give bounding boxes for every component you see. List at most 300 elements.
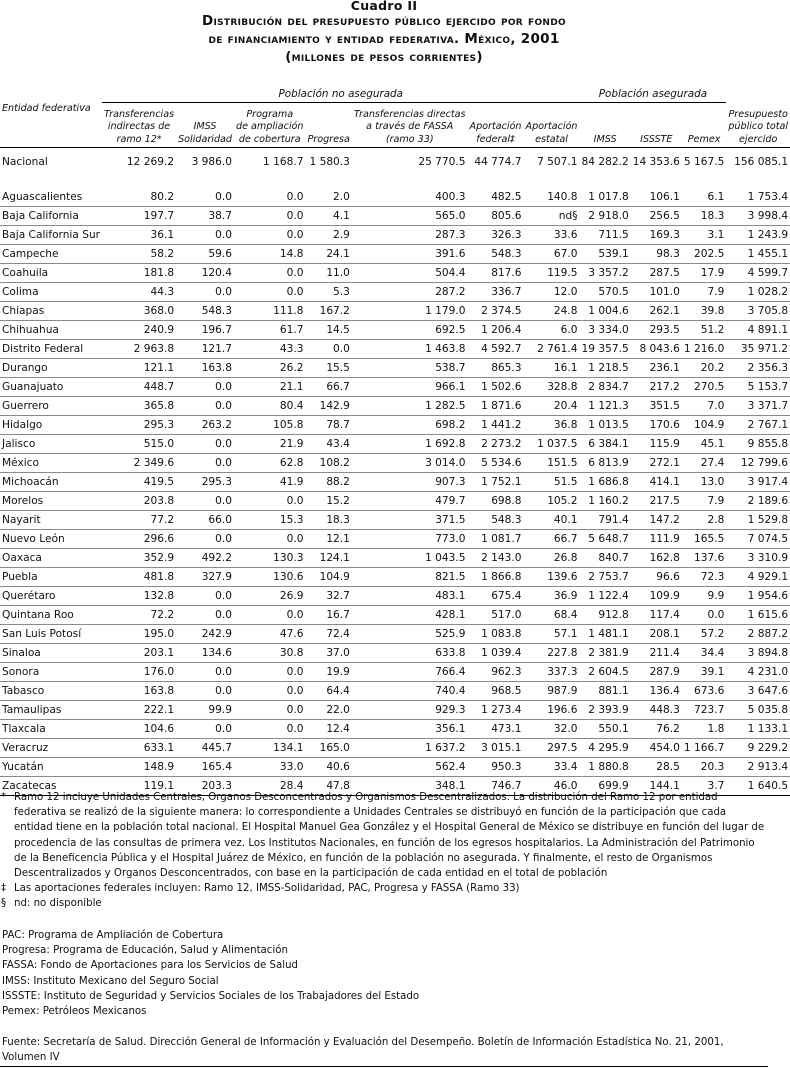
state-name-cell: Morelos bbox=[0, 492, 102, 511]
value-cell: 139.6 bbox=[524, 568, 580, 587]
value-cell: 21.9 bbox=[234, 435, 305, 454]
value-cell: 1 692.8 bbox=[352, 435, 468, 454]
value-cell: 33.4 bbox=[524, 758, 580, 777]
value-cell: 0.0 bbox=[234, 530, 305, 549]
value-cell: 120.4 bbox=[176, 264, 234, 283]
value-cell: 19.9 bbox=[305, 663, 351, 682]
value-cell: 295.3 bbox=[102, 416, 176, 435]
state-name-cell: Guanajuato bbox=[0, 378, 102, 397]
value-cell: 0.0 bbox=[176, 188, 234, 207]
group-asegurada: Población asegurada bbox=[580, 86, 727, 103]
value-cell: 67.0 bbox=[524, 245, 580, 264]
value-cell: 3.1 bbox=[682, 226, 726, 245]
state-name-cell: Colima bbox=[0, 283, 102, 302]
value-cell: 196.6 bbox=[524, 701, 580, 720]
value-cell: 33.6 bbox=[524, 226, 580, 245]
value-cell: 515.0 bbox=[102, 435, 176, 454]
value-cell: 5 648.7 bbox=[580, 530, 631, 549]
value-cell: 0.0 bbox=[176, 226, 234, 245]
value-cell: 119.5 bbox=[524, 264, 580, 283]
state-name-cell: Sonora bbox=[0, 663, 102, 682]
col-aportacion-federal: Aportación federal‡ bbox=[468, 103, 524, 148]
abbreviations bbox=[2, 928, 419, 1019]
value-cell: 723.7 bbox=[682, 701, 726, 720]
value-cell: 96.6 bbox=[631, 568, 682, 587]
value-cell: 1 081.7 bbox=[468, 530, 524, 549]
value-cell: 0.0 bbox=[176, 435, 234, 454]
value-cell: 1 871.6 bbox=[468, 397, 524, 416]
value-cell: 492.2 bbox=[176, 549, 234, 568]
value-cell: 43.4 bbox=[305, 435, 351, 454]
value-cell: 30.8 bbox=[234, 644, 305, 663]
value-cell: 270.5 bbox=[682, 378, 726, 397]
value-cell: 1 004.6 bbox=[580, 302, 631, 321]
state-name-cell: Aguascalientes bbox=[0, 188, 102, 207]
value-cell: 148.9 bbox=[102, 758, 176, 777]
value-cell: 692.5 bbox=[352, 321, 468, 340]
value-cell: 1 179.0 bbox=[352, 302, 468, 321]
value-cell: 211.4 bbox=[631, 644, 682, 663]
value-cell: 197.7 bbox=[102, 207, 176, 226]
col-imss: IMSS bbox=[580, 103, 631, 148]
state-name-cell: Chiapas bbox=[0, 302, 102, 321]
value-cell: 336.7 bbox=[468, 283, 524, 302]
value-cell: 0.0 bbox=[682, 606, 726, 625]
state-name-cell: Tlaxcala bbox=[0, 720, 102, 739]
table-row bbox=[0, 587, 790, 606]
value-cell: 3.7 bbox=[682, 777, 726, 796]
value-cell: 517.0 bbox=[468, 606, 524, 625]
table-row bbox=[0, 435, 790, 454]
value-cell: 368.0 bbox=[102, 302, 176, 321]
value-cell: 105.2 bbox=[524, 492, 580, 511]
value-cell: 1 017.8 bbox=[580, 188, 631, 207]
value-cell: 16.7 bbox=[305, 606, 351, 625]
table-row bbox=[0, 302, 790, 321]
value-cell: 1 218.5 bbox=[580, 359, 631, 378]
value-cell: 19 357.5 bbox=[580, 340, 631, 359]
value-cell: 22.0 bbox=[305, 701, 351, 720]
value-cell: 351.5 bbox=[631, 397, 682, 416]
value-cell: 0.0 bbox=[176, 587, 234, 606]
value-cell: 20.4 bbox=[524, 397, 580, 416]
table-row bbox=[0, 663, 790, 682]
table-row bbox=[0, 264, 790, 283]
table-header bbox=[0, 0, 768, 66]
value-cell: 169.3 bbox=[631, 226, 682, 245]
value-cell: 78.7 bbox=[305, 416, 351, 435]
state-name-cell: Sinaloa bbox=[0, 644, 102, 663]
value-cell: 2 918.0 bbox=[580, 207, 631, 226]
state-name-cell: Zacatecas bbox=[0, 777, 102, 796]
value-cell: 40.1 bbox=[524, 511, 580, 530]
abbr-progresa: Progresa: Programa de Educación, Salud y Alimentación bbox=[2, 945, 288, 957]
value-cell: 337.3 bbox=[524, 663, 580, 682]
value-cell: 1 753.4 bbox=[726, 188, 790, 207]
value-cell: 448.3 bbox=[631, 701, 682, 720]
value-cell: 698.8 bbox=[468, 492, 524, 511]
state-name-cell: Oaxaca bbox=[0, 549, 102, 568]
value-cell: 1 481.1 bbox=[580, 625, 631, 644]
table-row bbox=[0, 321, 790, 340]
value-cell: 124.1 bbox=[305, 549, 351, 568]
value-cell: 633.8 bbox=[352, 644, 468, 663]
value-cell: 2 143.0 bbox=[468, 549, 524, 568]
value-cell: 4 295.9 bbox=[580, 739, 631, 758]
state-name-cell: Jalisco bbox=[0, 435, 102, 454]
value-cell: 256.5 bbox=[631, 207, 682, 226]
value-cell: 170.6 bbox=[631, 416, 682, 435]
table-row bbox=[0, 492, 790, 511]
col-aportacion-estatal: Aportación estatal bbox=[524, 103, 580, 148]
value-cell: 3 357.2 bbox=[580, 264, 631, 283]
value-cell: 791.4 bbox=[580, 511, 631, 530]
value-cell: 240.9 bbox=[102, 321, 176, 340]
value-cell: 711.5 bbox=[580, 226, 631, 245]
value-cell: 227.8 bbox=[524, 644, 580, 663]
value-cell: 400.3 bbox=[352, 188, 468, 207]
value-cell: 2 374.5 bbox=[468, 302, 524, 321]
table-row bbox=[0, 568, 790, 587]
value-cell: 121.1 bbox=[102, 359, 176, 378]
value-cell: 1.8 bbox=[682, 720, 726, 739]
value-cell: 5.3 bbox=[305, 283, 351, 302]
value-cell: 0.0 bbox=[176, 492, 234, 511]
col-issste: ISSSTE bbox=[631, 103, 682, 148]
state-name-cell: Hidalgo bbox=[0, 416, 102, 435]
table-row bbox=[0, 644, 790, 663]
value-cell: 101.0 bbox=[631, 283, 682, 302]
value-cell: 2 393.9 bbox=[580, 701, 631, 720]
value-cell: 0.0 bbox=[176, 606, 234, 625]
value-cell: 132.8 bbox=[102, 587, 176, 606]
value-cell: 24.1 bbox=[305, 245, 351, 264]
value-cell: 4 599.7 bbox=[726, 264, 790, 283]
value-cell: 1 637.2 bbox=[352, 739, 468, 758]
table-title-line-2: de financiamiento y entidad federativa. México, 2001 bbox=[208, 31, 560, 47]
value-cell: 352.9 bbox=[102, 549, 176, 568]
value-cell: 130.6 bbox=[234, 568, 305, 587]
value-cell: 2.8 bbox=[682, 511, 726, 530]
table-row bbox=[0, 473, 790, 492]
state-name-cell: Michoacán bbox=[0, 473, 102, 492]
value-cell: 2 189.6 bbox=[726, 492, 790, 511]
value-cell: 12.1 bbox=[305, 530, 351, 549]
value-cell: 20.2 bbox=[682, 359, 726, 378]
table-row bbox=[0, 758, 790, 777]
state-name-cell: México bbox=[0, 454, 102, 473]
value-cell: 165.4 bbox=[176, 758, 234, 777]
col-programa-ampliacion: Programa de ampliación de cobertura bbox=[234, 103, 305, 148]
state-name-cell: Guerrero bbox=[0, 397, 102, 416]
value-cell: 0.0 bbox=[234, 226, 305, 245]
value-cell: 3 015.1 bbox=[468, 739, 524, 758]
value-cell: 37.0 bbox=[305, 644, 351, 663]
value-cell: 26.8 bbox=[524, 549, 580, 568]
value-cell: 136.4 bbox=[631, 682, 682, 701]
value-cell: 242.9 bbox=[176, 625, 234, 644]
value-cell: 699.9 bbox=[580, 777, 631, 796]
value-cell: 2 349.6 bbox=[102, 454, 176, 473]
value-cell: 0.0 bbox=[176, 530, 234, 549]
value-cell: 1 502.6 bbox=[468, 378, 524, 397]
table-row bbox=[0, 606, 790, 625]
value-cell: 479.7 bbox=[352, 492, 468, 511]
value-cell: 40.6 bbox=[305, 758, 351, 777]
table-row bbox=[0, 682, 790, 701]
value-cell: 202.5 bbox=[682, 245, 726, 264]
value-cell: 105.8 bbox=[234, 416, 305, 435]
value-cell: 104.9 bbox=[682, 416, 726, 435]
state-name-cell: Tabasco bbox=[0, 682, 102, 701]
value-cell: 4 891.1 bbox=[726, 321, 790, 340]
value-cell: 293.5 bbox=[631, 321, 682, 340]
value-cell: 236.1 bbox=[631, 359, 682, 378]
value-cell: 0.0 bbox=[234, 492, 305, 511]
value-cell: 773.0 bbox=[352, 530, 468, 549]
value-cell: 1 954.6 bbox=[726, 587, 790, 606]
value-cell: 39.8 bbox=[682, 302, 726, 321]
value-cell: 165.0 bbox=[305, 739, 351, 758]
value-cell: 104.9 bbox=[305, 568, 351, 587]
value-cell: 698.2 bbox=[352, 416, 468, 435]
value-cell: 287.3 bbox=[352, 226, 468, 245]
value-cell: 15.5 bbox=[305, 359, 351, 378]
value-cell: 203.8 bbox=[102, 492, 176, 511]
value-cell: 195.0 bbox=[102, 625, 176, 644]
value-cell: 165.5 bbox=[682, 530, 726, 549]
value-cell: 548.3 bbox=[176, 302, 234, 321]
value-cell: 0.0 bbox=[176, 663, 234, 682]
value-cell: 562.4 bbox=[352, 758, 468, 777]
value-cell: 262.1 bbox=[631, 302, 682, 321]
group-header-row bbox=[0, 86, 790, 103]
table-title-line-1: Distribución del presupuesto público ejercido por fondo bbox=[202, 13, 566, 29]
state-name-cell: Quintana Roo bbox=[0, 606, 102, 625]
value-cell: 12 799.6 bbox=[726, 454, 790, 473]
table-units: (millones de pesos corrientes) bbox=[285, 49, 483, 65]
table-row bbox=[0, 245, 790, 264]
value-cell: 77.2 bbox=[102, 511, 176, 530]
column-header-row bbox=[0, 103, 790, 148]
table-row bbox=[0, 340, 790, 359]
value-cell: 2 356.3 bbox=[726, 359, 790, 378]
value-cell: 1 463.8 bbox=[352, 340, 468, 359]
value-cell: 1 037.5 bbox=[524, 435, 580, 454]
value-cell: 62.8 bbox=[234, 454, 305, 473]
value-cell: 419.5 bbox=[102, 473, 176, 492]
value-cell: 6 384.1 bbox=[580, 435, 631, 454]
table-row bbox=[0, 207, 790, 226]
value-cell: 391.6 bbox=[352, 245, 468, 264]
value-cell: 7.0 bbox=[682, 397, 726, 416]
value-cell: 217.2 bbox=[631, 378, 682, 397]
table-row bbox=[0, 530, 790, 549]
value-cell: 805.6 bbox=[468, 207, 524, 226]
value-cell: 550.1 bbox=[580, 720, 631, 739]
value-cell: 428.1 bbox=[352, 606, 468, 625]
value-cell: 1 441.2 bbox=[468, 416, 524, 435]
state-name-cell: Nuevo León bbox=[0, 530, 102, 549]
value-cell: 3 647.6 bbox=[726, 682, 790, 701]
footnote-asterisk: * Ramo 12 incluye Unidades Centrales, Organos Desconcentrados y Organismos Descentralizados. La distribución del Ramo 12 por entidad federativa se realizó de la siguiente manera: lo correspondiente a Unidades Centrales se distribuyó en función de la participación que cada entidad tiene en la población total nacional. El Hospital Manuel Gea González y el Hospital General de México se distribuye en función del lugar de procedencia de las consultas de primera vez. Los Institutos Nacionales, en función de los egresos hospitalarios. La Administración del Patrimonio de la Beneficencia Pública y el Hospital Juárez de México, en función de la población no asegurada. Y finalmente, el resto de Organismos Descentralizados y Organos Desconcentrados, con base en la participación de cada entidad en el total de población bbox=[1, 792, 765, 880]
value-cell: 2.0 bbox=[305, 188, 351, 207]
value-cell: 296.6 bbox=[102, 530, 176, 549]
abbr-pemex: Pemex: Petróleos Mexicanos bbox=[2, 1006, 147, 1018]
value-cell: 15.3 bbox=[234, 511, 305, 530]
value-cell: 130.3 bbox=[234, 549, 305, 568]
value-cell: 14.8 bbox=[234, 245, 305, 264]
value-cell: 80.2 bbox=[102, 188, 176, 207]
value-cell: 196.7 bbox=[176, 321, 234, 340]
value-cell: 1 752.1 bbox=[468, 473, 524, 492]
value-cell: 482.5 bbox=[468, 188, 524, 207]
value-cell: 2 963.8 bbox=[102, 340, 176, 359]
table-row bbox=[0, 454, 790, 473]
value-cell: 47.6 bbox=[234, 625, 305, 644]
value-cell: 987.9 bbox=[524, 682, 580, 701]
value-cell: 3 705.8 bbox=[726, 302, 790, 321]
value-cell: 66.7 bbox=[524, 530, 580, 549]
value-cell: 473.1 bbox=[468, 720, 524, 739]
state-name-cell: Coahuila bbox=[0, 264, 102, 283]
value-cell: 483.1 bbox=[352, 587, 468, 606]
table-row bbox=[0, 283, 790, 302]
value-cell: 39.1 bbox=[682, 663, 726, 682]
value-cell: 1 013.5 bbox=[580, 416, 631, 435]
value-cell: 907.3 bbox=[352, 473, 468, 492]
value-cell: 1 640.5 bbox=[726, 777, 790, 796]
value-cell: 68.4 bbox=[524, 606, 580, 625]
value-cell: 821.5 bbox=[352, 568, 468, 587]
value-cell: 3 014.0 bbox=[352, 454, 468, 473]
col-transferencias-indirectas: Transferencias indirectas de ramo 12* bbox=[102, 103, 176, 148]
state-name-cell: Durango bbox=[0, 359, 102, 378]
state-name-cell: Yucatán bbox=[0, 758, 102, 777]
value-cell: 1 121.3 bbox=[580, 397, 631, 416]
value-cell: 21.1 bbox=[234, 378, 305, 397]
value-cell: 9 855.8 bbox=[726, 435, 790, 454]
value-cell: 371.5 bbox=[352, 511, 468, 530]
value-cell: 1 043.5 bbox=[352, 549, 468, 568]
value-cell: 287.9 bbox=[631, 663, 682, 682]
value-cell: 27.4 bbox=[682, 454, 726, 473]
value-cell: 0.0 bbox=[234, 720, 305, 739]
value-cell: 134.6 bbox=[176, 644, 234, 663]
value-cell: 3 310.9 bbox=[726, 549, 790, 568]
table-row bbox=[0, 226, 790, 245]
col-transferencias-directas: Transferencias directas a través de FASSA (ramo 33) bbox=[352, 103, 468, 148]
value-cell: 4 929.1 bbox=[726, 568, 790, 587]
value-cell: 24.8 bbox=[524, 302, 580, 321]
value-cell: 6 813.9 bbox=[580, 454, 631, 473]
value-cell: 3 894.8 bbox=[726, 644, 790, 663]
value-cell: 36.8 bbox=[524, 416, 580, 435]
value-cell: 0.0 bbox=[305, 340, 351, 359]
value-cell: 0.0 bbox=[176, 682, 234, 701]
value-cell: 61.7 bbox=[234, 321, 305, 340]
value-cell: 14.5 bbox=[305, 321, 351, 340]
value-cell: 99.9 bbox=[176, 701, 234, 720]
value-cell: 0.0 bbox=[176, 397, 234, 416]
value-cell: 1 615.6 bbox=[726, 606, 790, 625]
value-cell: 3 371.7 bbox=[726, 397, 790, 416]
value-cell: 9 229.2 bbox=[726, 739, 790, 758]
value-cell: 144.1 bbox=[631, 777, 682, 796]
value-cell: 740.4 bbox=[352, 682, 468, 701]
col-progresa: Progresa bbox=[305, 103, 351, 148]
value-cell: 203.3 bbox=[176, 777, 234, 796]
state-name-cell: Puebla bbox=[0, 568, 102, 587]
value-cell: 1 686.8 bbox=[580, 473, 631, 492]
value-cell: 20.3 bbox=[682, 758, 726, 777]
value-cell: 1 133.1 bbox=[726, 720, 790, 739]
state-name-cell: Querétaro bbox=[0, 587, 102, 606]
value-cell: 633.1 bbox=[102, 739, 176, 758]
value-cell: 5 035.8 bbox=[726, 701, 790, 720]
value-cell: 72.2 bbox=[102, 606, 176, 625]
table-row bbox=[0, 511, 790, 530]
value-cell: 4 231.0 bbox=[726, 663, 790, 682]
value-cell: 108.2 bbox=[305, 454, 351, 473]
value-cell: 217.5 bbox=[631, 492, 682, 511]
value-cell: 2 381.9 bbox=[580, 644, 631, 663]
value-cell: 58.2 bbox=[102, 245, 176, 264]
value-cell: 2 913.4 bbox=[726, 758, 790, 777]
value-cell: 6.1 bbox=[682, 188, 726, 207]
value-cell: 1 166.7 bbox=[682, 739, 726, 758]
footnote-double-dagger: ‡ Las aportaciones federales incluyen: Ramo 12, IMSS-Solidaridad, PAC, Progresa y FASSA (Ramo 33) bbox=[1, 883, 520, 895]
value-cell: 5 153.7 bbox=[726, 378, 790, 397]
value-cell: 328.8 bbox=[524, 378, 580, 397]
value-cell: 163.8 bbox=[102, 682, 176, 701]
value-cell: 2 753.7 bbox=[580, 568, 631, 587]
value-cell: 287.5 bbox=[631, 264, 682, 283]
group-no-asegurada: Población no asegurada bbox=[102, 86, 579, 103]
value-cell: 0.0 bbox=[234, 701, 305, 720]
value-cell: 64.4 bbox=[305, 682, 351, 701]
value-cell: 1 216.0 bbox=[682, 340, 726, 359]
table-row bbox=[0, 397, 790, 416]
value-cell: 448.7 bbox=[102, 378, 176, 397]
value-cell: 7 074.5 bbox=[726, 530, 790, 549]
value-cell: 106.1 bbox=[631, 188, 682, 207]
value-cell: 263.2 bbox=[176, 416, 234, 435]
value-cell: 295.3 bbox=[176, 473, 234, 492]
spacer-row bbox=[0, 176, 790, 188]
value-cell: 0.0 bbox=[176, 720, 234, 739]
value-cell: 1 083.8 bbox=[468, 625, 524, 644]
value-cell: 88.2 bbox=[305, 473, 351, 492]
value-cell: 17.9 bbox=[682, 264, 726, 283]
value-cell: 1 206.4 bbox=[468, 321, 524, 340]
value-cell: 1 282.5 bbox=[352, 397, 468, 416]
value-cell: 445.7 bbox=[176, 739, 234, 758]
value-cell: 59.6 bbox=[176, 245, 234, 264]
value-cell: 121.7 bbox=[176, 340, 234, 359]
value-cell: 0.0 bbox=[176, 454, 234, 473]
value-cell: 66.7 bbox=[305, 378, 351, 397]
value-cell: 326.3 bbox=[468, 226, 524, 245]
footnotes bbox=[0, 790, 768, 912]
value-cell: 32.7 bbox=[305, 587, 351, 606]
value-cell: 222.1 bbox=[102, 701, 176, 720]
table-row bbox=[0, 549, 790, 568]
value-cell: 525.9 bbox=[352, 625, 468, 644]
table-row bbox=[0, 701, 790, 720]
value-cell: 1 529.8 bbox=[726, 511, 790, 530]
col-pemex: Pemex bbox=[682, 103, 726, 148]
